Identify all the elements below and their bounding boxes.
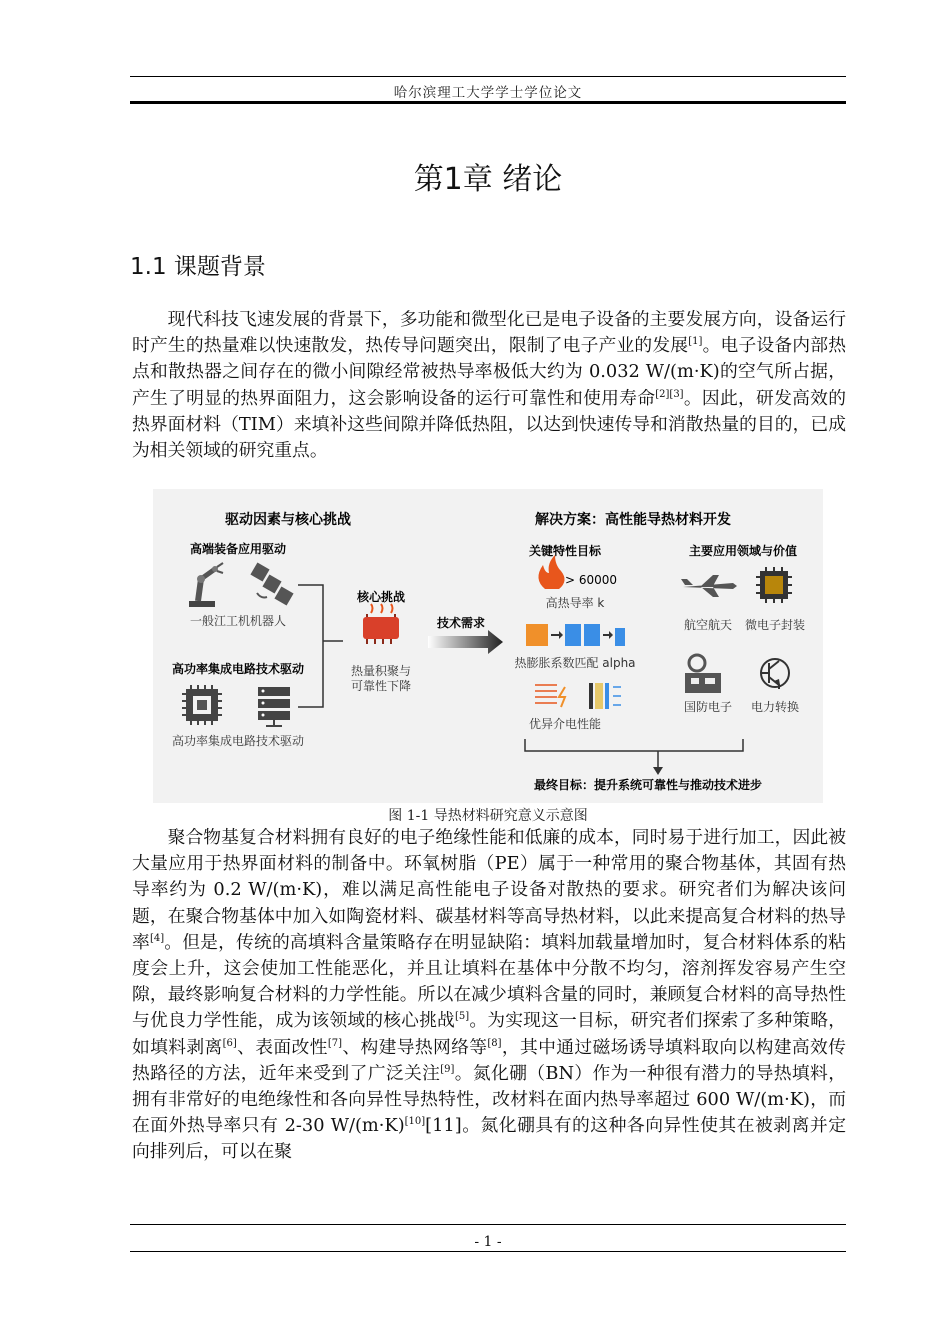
paragraph-2: 聚合物基复合材料拥有良好的电子绝缘性能和低廉的成本，同时易于进行加工，因此被大量应用于热界面材料的制备中。环氧树脂（PE）属于一种常用的聚合物基体，其固有热导率约为 0.2 W/(m·K)，难以满足高性能电子设备对散热的要求。研究者们为解决该问题，在聚合物基体中加入如陶瓷材料、碳基材料等高导热材料，以此来提高复合材料的热导率[4]。但是，传统的高填料含量策略存在明显缺陷：填料加载量增加时，复合材料体系的粘度会上升，这会使加工性能恶化，并且让填料在基体中分散不均匀，溶剂挥发容易产生空隙，最终影响复合材料的力学性能。所以在减少填料含量的同时，兼顾复合材料的高导热性与优良力学性能，成为该领域的核心挑战[5]。为实现这一目标，研究者们探索了多种策略，如填料剥离[6]、表面改性[7]、构建导热网络等[8]，其中通过磁场诱导填料取向以构建高效传热路径的方法，近年来受到了广泛关注[9]。氮化硼（BN）作为一种很有潜力的导热填料，拥有非常好的电绝缘性和各向异性导热特性，改材料在面内热导率超过 600 W/(m·K)，而在面外热导率只有 2-30 W/(m·K)[10][11]。氮化硼具有的这种各向异性使其在被剥离并定向排列后，可以在聚 [132, 827, 846, 1163]
app3-label: 国防电子 [683, 700, 733, 714]
final-goal: 最终目标：提升系统可靠性与推动技术进步 [533, 778, 763, 792]
citation-6[interactable]: [6] [222, 1037, 237, 1049]
core-title: 核心挑战 [356, 590, 406, 604]
section-title: 1.1 课题背景 [130, 254, 266, 280]
driver2-label: 高功率集成电路技术驱动 [171, 734, 305, 748]
app4-label: 电力转换 [750, 700, 800, 714]
cte-blocks-icon [526, 624, 625, 646]
citation-8[interactable]: [8] [487, 1037, 502, 1049]
citation-2-3[interactable]: [2][3] [655, 388, 684, 400]
header-rule-thick [130, 101, 846, 104]
driver1-title: 高端装备应用驱动 [189, 542, 287, 556]
hot-chip-body [363, 617, 399, 639]
bracket-lines [298, 585, 343, 707]
chapter-title: 第1章 绪论 [413, 162, 563, 197]
core-label1: 热量积聚与 [350, 664, 412, 678]
server-icon [258, 687, 290, 726]
convergence-lines [525, 739, 743, 769]
page-number: - 1 - [474, 1234, 502, 1250]
arrow-label: 技术需求 [436, 616, 486, 630]
citation-10[interactable]: [10] [404, 1116, 426, 1128]
figure-right-title: 解决方案：高性能导热材料开发 [535, 512, 731, 528]
citation-1[interactable]: [1] [688, 336, 703, 348]
running-header: 哈尔滨理工大学学士学位论文 [393, 85, 583, 101]
figure-caption: 图 1-1 导热材料研究意义示意图 [388, 808, 588, 824]
prop1-value: > 60000 [565, 573, 618, 587]
footer-rule [130, 1224, 846, 1225]
props-title: 关键特性目标 [528, 544, 602, 558]
hot-chip-icon [363, 604, 399, 644]
dielectric-icon [535, 683, 621, 709]
citation-4[interactable]: [4] [149, 932, 165, 944]
satellite-icon [250, 562, 293, 605]
paragraph-1: 现代科技飞速发展的背景下，多功能和微型化已是电子设备的主要发展方向，设备运行时产生的热量难以快速散发，热传导问题突出，限制了电子产业的发展[1]。电子设备内部热点和散热器之间存在的微小间隙经常被热导率极低大约为 0.032 W/(m·K)的空气所占据，产生了明显的热界面阻力，这会影响设备的运行可靠性和使用寿命[2][3]。因此，研发高效的热界面材料（TIM）来填补这些间隙并降低热阻，以达到快速传导和消散热量的目的，已成为相关领域的研究重点。 [132, 309, 846, 462]
figure-left-title: 驱动因素与核心挑战 [225, 512, 351, 528]
prop3-label: 优异介电性能 [528, 717, 602, 731]
citation-5[interactable]: [5] [454, 1011, 470, 1023]
core-label2: 可靠性下降 [350, 679, 412, 693]
figure-1-1 [153, 489, 823, 803]
tech-arrow [428, 630, 503, 654]
app1-label: 航空航天 [683, 618, 733, 632]
apps-title: 主要应用领域与价值 [688, 544, 798, 558]
robot-arm-icon [189, 563, 223, 607]
microchip-icon [182, 685, 222, 725]
citation-7[interactable]: [7] [327, 1037, 342, 1049]
convergence-arrowhead [653, 767, 663, 775]
prop1-label: 高热导率 k [545, 596, 605, 610]
transistor-icon [761, 659, 789, 689]
prop2-label: 热膨胀系数匹配 alpha [514, 656, 636, 670]
footer-rule-bottom [130, 1251, 846, 1252]
flame-icon [538, 555, 564, 589]
app2-label: 微电子封装 [744, 618, 806, 632]
defense-radar-icon [685, 655, 721, 693]
header-rule-top [130, 76, 846, 77]
airplane-icon [681, 575, 737, 597]
microchip-package-icon [756, 567, 792, 603]
citation-9[interactable]: [9] [440, 1063, 455, 1075]
driver1-label: 一般江工机机器人 [189, 614, 287, 628]
driver2-title: 高功率集成电路技术驱动 [171, 662, 305, 676]
